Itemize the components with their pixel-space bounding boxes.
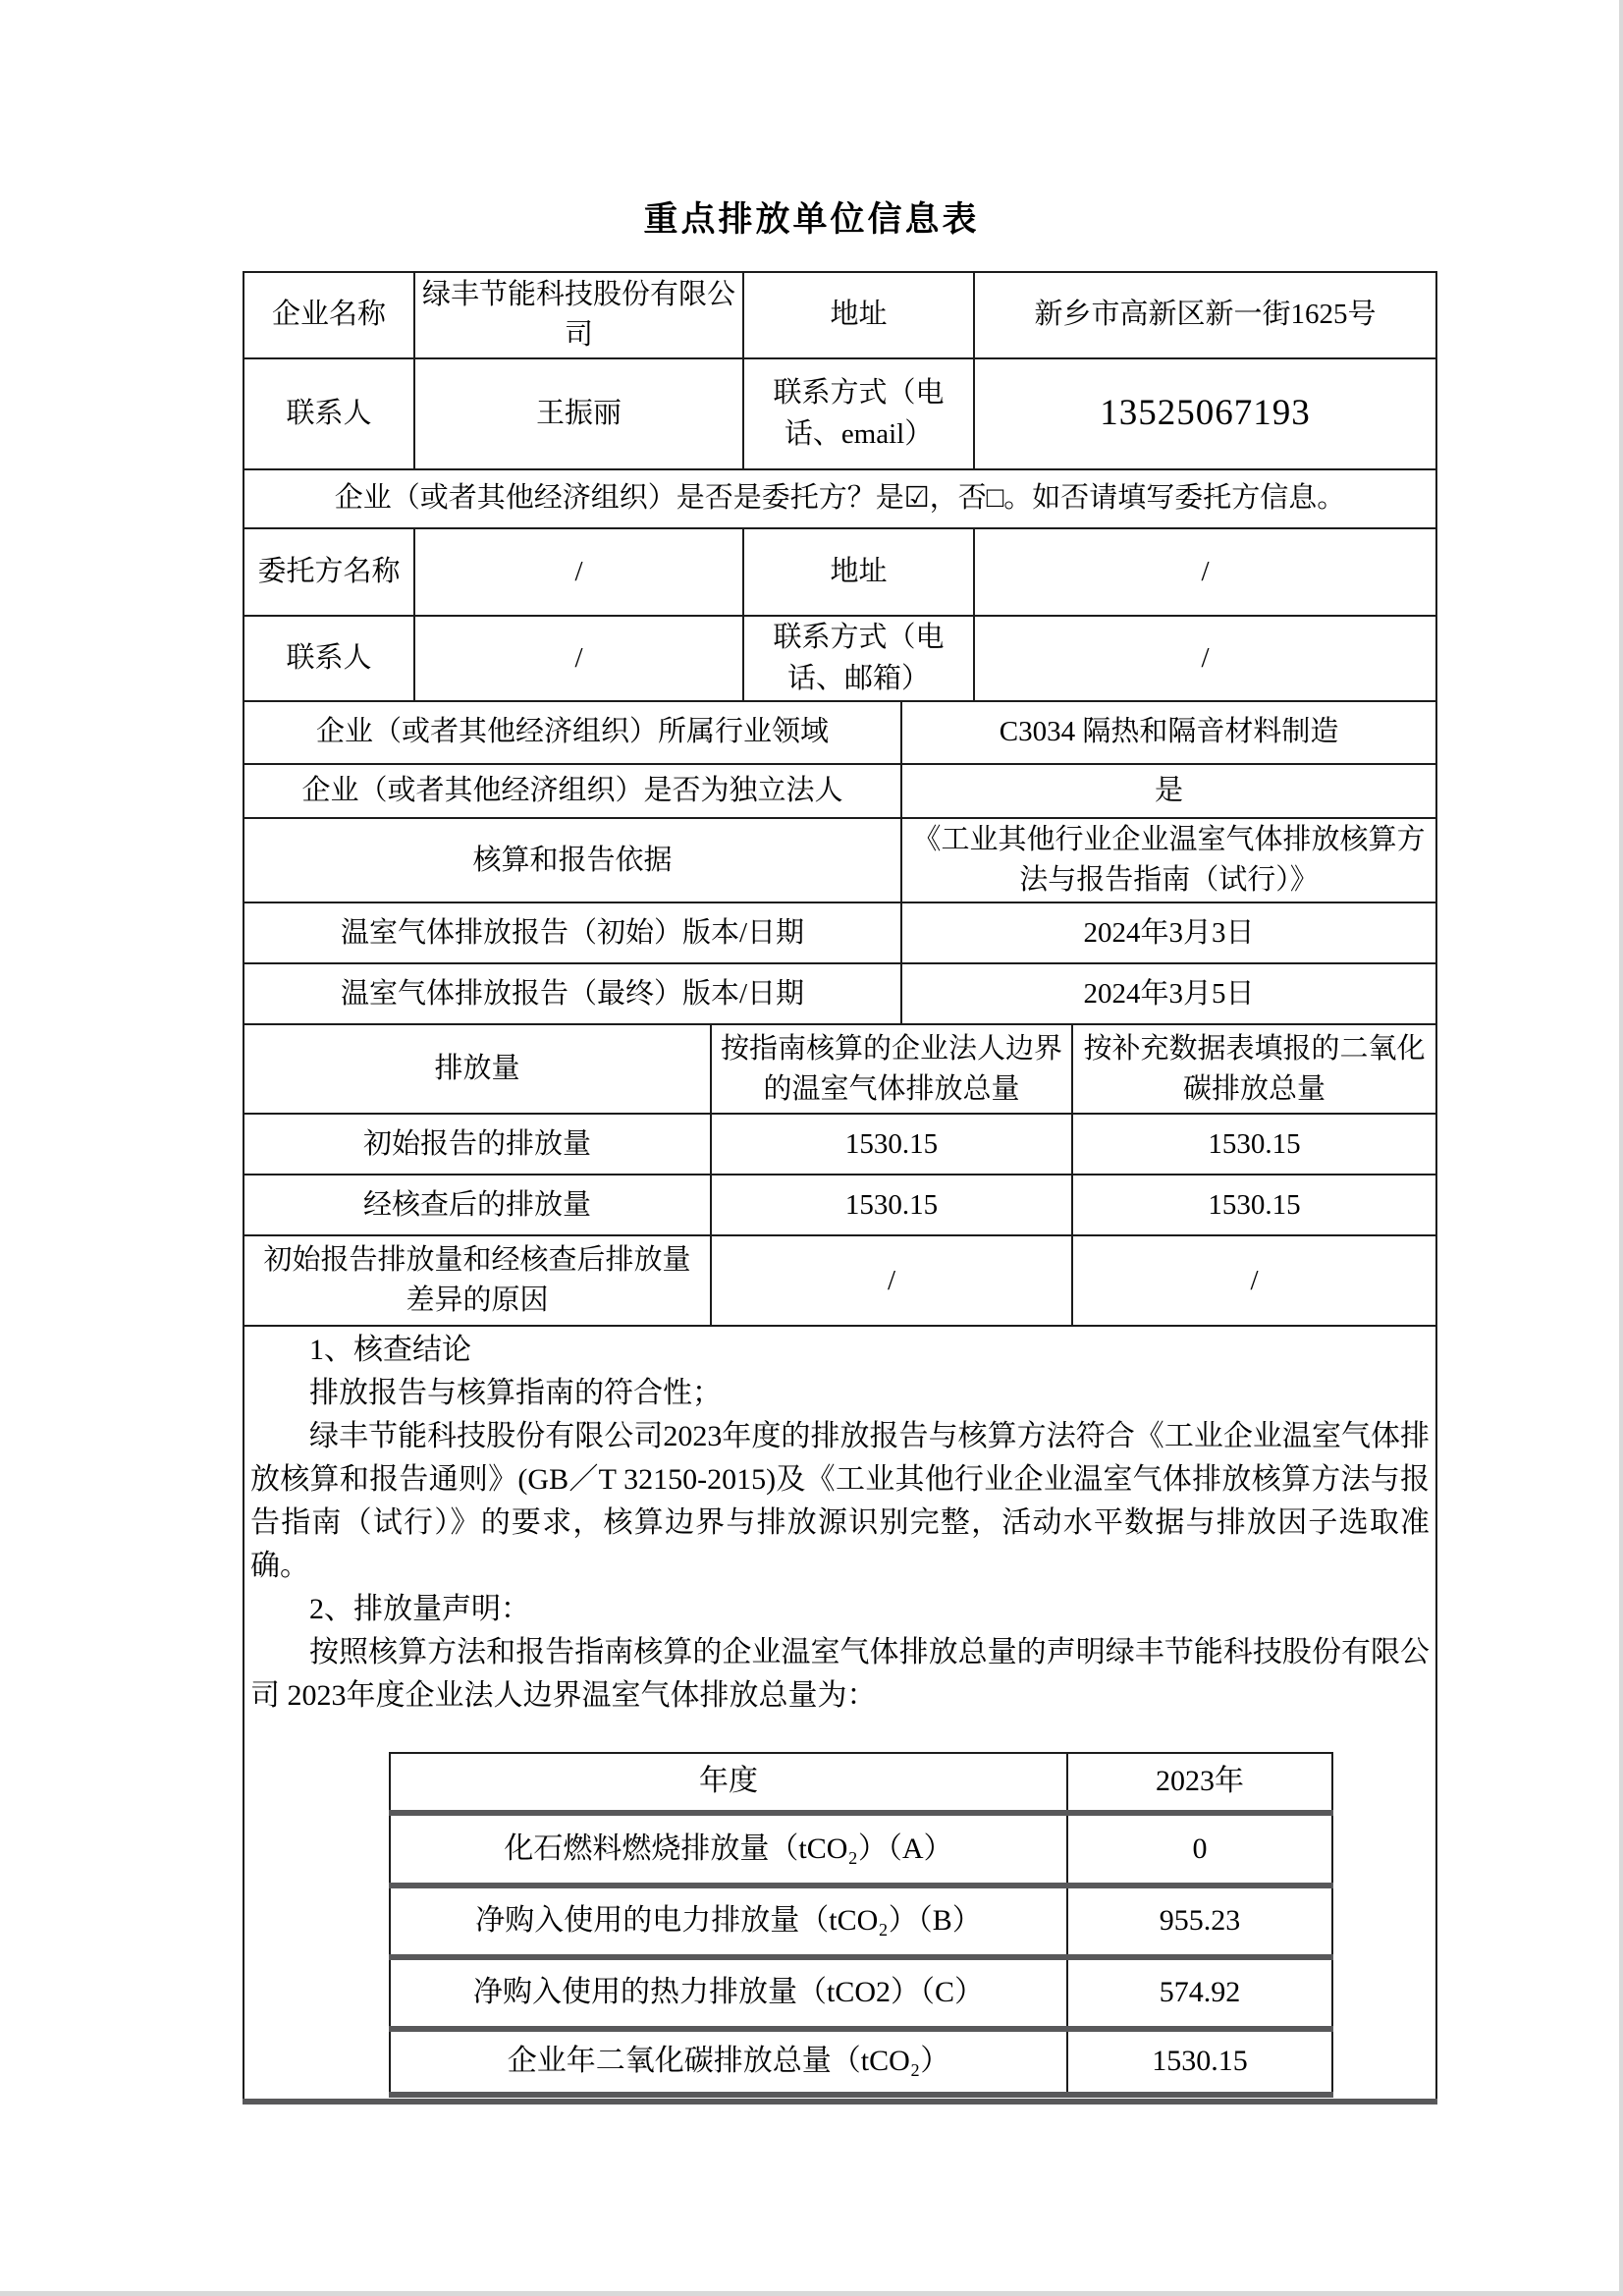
industry-value: C3034 隔热和隔音材料制造 (901, 701, 1436, 764)
year-value: 2023年 (1067, 1753, 1332, 1813)
verification-section-row (243, 1326, 1436, 2102)
initial-emission-label: 初始报告的排放量 (243, 1114, 711, 1175)
emissions-supplementary-header: 按补充数据表填报的二氧化碳排放总量 (1072, 1024, 1436, 1114)
table-row (390, 1813, 1332, 1886)
table-row (243, 358, 1436, 469)
report-basis-value: 《工业其他行业企业温室气体排放核算方法与报告指南（试行）》 (901, 818, 1436, 902)
heat-emission-label: 净购入使用的热力排放量（tCO2）（C） (390, 1957, 1067, 2029)
company-address-label: 地址 (743, 272, 974, 358)
verified-emission-guideline-value: 1530.15 (711, 1175, 1072, 1235)
table-row (243, 616, 1436, 701)
emission-unit-info-table (243, 271, 1437, 2105)
table-row (390, 1753, 1332, 1813)
industry-label: 企业（或者其他经济组织）所属行业领域 (243, 701, 901, 764)
conclusion-heading: 1、核查结论 (309, 1333, 471, 1366)
legal-entity-label: 企业（或者其他经济组织）是否为独立法人 (243, 764, 901, 818)
verified-emission-supplementary-value: 1530.15 (1072, 1175, 1436, 1235)
delegation-contact-method-label: 联系方式（电话、邮箱） (743, 616, 974, 701)
delegation-contact-label: 联系人 (243, 616, 414, 701)
company-name-value: 绿丰节能科技股份有限公司 (414, 272, 743, 358)
table-row (243, 528, 1436, 616)
difference-reason-guideline-value: / (711, 1235, 1072, 1326)
statement-heading: 2、排放量声明： (309, 1592, 530, 1625)
compliance-line: 排放报告与核算指南的符合性； (309, 1376, 722, 1409)
final-report-date: 2024年3月5日 (901, 963, 1436, 1024)
emissions-guideline-header: 按指南核算的企业法人边界的温室气体排放总量 (711, 1024, 1072, 1114)
table-row (243, 701, 1436, 764)
company-contact-method-label: 联系方式（电话、email） (743, 358, 974, 469)
table-row (390, 1886, 1332, 1957)
verification-section (243, 1326, 1436, 2102)
total-emission-value: 1530.15 (1067, 2029, 1332, 2095)
fossil-fuel-emission-value: 0 (1067, 1813, 1332, 1886)
table-row (243, 272, 1436, 358)
company-phone-value: 13525067193 (974, 358, 1436, 469)
final-report-label: 温室气体排放报告（最终）版本/日期 (243, 963, 901, 1024)
emissions-amount-label: 排放量 (243, 1024, 711, 1114)
delegation-contact-value: / (414, 616, 743, 701)
delegation-question: 企业（或者其他经济组织）是否是委托方？是☑，否□。如否请填写委托方信息。 (243, 469, 1436, 528)
total-emission-label: 企业年二氧化碳排放总量（tCO₂） (390, 2029, 1067, 2095)
verified-emission-label: 经核查后的排放量 (243, 1175, 711, 1235)
heat-emission-value: 574.92 (1067, 1957, 1332, 2029)
table-row (243, 469, 1436, 528)
table-row (243, 963, 1436, 1024)
difference-reason-label: 初始报告排放量和经核查后排放量差异的原因 (243, 1235, 711, 1326)
delegation-contact-method-value: / (974, 616, 1436, 701)
electricity-emission-label: 净购入使用的电力排放量（tCO₂）（B） (390, 1886, 1067, 1957)
table-row (390, 2029, 1332, 2095)
table-row (243, 1235, 1436, 1326)
report-basis-label: 核算和报告依据 (243, 818, 901, 902)
annual-emissions-table (389, 1752, 1333, 2098)
fossil-fuel-emission-label: 化石燃料燃烧排放量（tCO₂）（A） (390, 1813, 1067, 1886)
compliance-paragraph: 绿丰节能科技股份有限公司2023年度的排放报告与核算方法符合《工业企业温室气体排放核算和报告通则》(GB／T 32150-2015)及《工业其他行业企业温室气体排放核算方法与报告指南（试行）》的要求，核算边界与排放源识别完整，活动水平数据与排放因子选取准确。 (250, 1419, 1431, 1582)
delegation-address-label: 地址 (743, 528, 974, 616)
company-address-value: 新乡市高新区新一街1625号 (974, 272, 1436, 358)
initial-report-date: 2024年3月3日 (901, 902, 1436, 963)
table-row (390, 1957, 1332, 2029)
statement-paragraph: 按照核算方法和报告指南核算的企业温室气体排放总量的声明绿丰节能科技股份有限公司 2023年度企业法人边界温室气体排放总量为： (250, 1635, 1431, 1712)
initial-report-label: 温室气体排放报告（初始）版本/日期 (243, 902, 901, 963)
table-row (243, 902, 1436, 963)
electricity-emission-value: 955.23 (1067, 1886, 1332, 1957)
difference-reason-supplementary-value: / (1072, 1235, 1436, 1326)
year-label: 年度 (390, 1753, 1067, 1813)
delegation-name-value: / (414, 528, 743, 616)
page-title: 重点排放单位信息表 (643, 200, 980, 239)
table-row (243, 1114, 1436, 1175)
initial-emission-guideline-value: 1530.15 (711, 1114, 1072, 1175)
table-row (243, 764, 1436, 818)
delegation-name-label: 委托方名称 (243, 528, 414, 616)
delegation-address-value: / (974, 528, 1436, 616)
company-contact-value: 王振丽 (414, 358, 743, 469)
emissions-header-row (243, 1024, 1436, 1114)
table-row (243, 1175, 1436, 1235)
initial-emission-supplementary-value: 1530.15 (1072, 1114, 1436, 1175)
company-name-label: 企业名称 (243, 272, 414, 358)
legal-entity-value: 是 (901, 764, 1436, 818)
table-row (243, 818, 1436, 902)
company-contact-label: 联系人 (243, 358, 414, 469)
